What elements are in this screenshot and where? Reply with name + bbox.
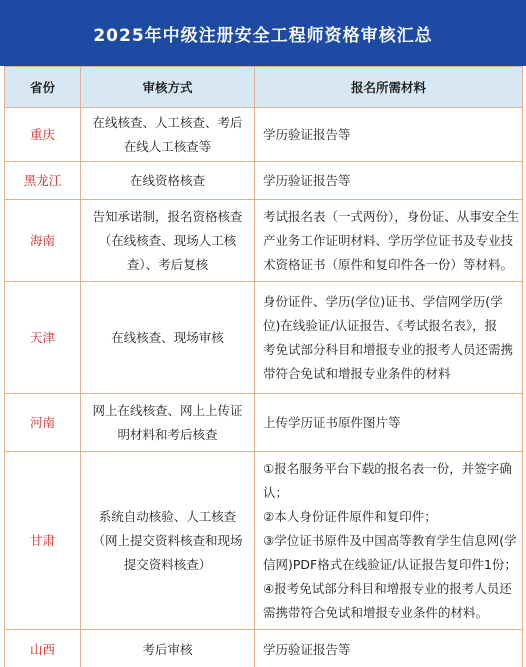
materials-line: ③学位证书原件及中国高等教育学生信息网(学 xyxy=(263,532,517,548)
materials-line: 需携带符合免试和增报专业条件的材料。 xyxy=(263,604,489,620)
materials-line: 身份证件、学历(学位)证书、学信网学历(学 xyxy=(263,293,503,309)
method-line: 考后审核 xyxy=(142,641,193,657)
materials-cell xyxy=(255,452,523,630)
method-line: （网上提交资料核查和现场 xyxy=(92,532,243,548)
method-cell xyxy=(81,394,255,452)
header-province: 省份 xyxy=(5,67,81,108)
method-line: 提交资料核查） xyxy=(123,556,212,572)
materials-line: 信网)PDF格式在线验证/认证报告复印件1份； xyxy=(263,556,517,572)
province-cell: 天津 xyxy=(5,282,81,394)
method-line: 系统自动核验、人工核查 xyxy=(98,508,237,524)
method-cell xyxy=(81,282,255,394)
materials-line: 学历验证报告等 xyxy=(263,641,351,657)
method-line: 告知承诺制，报名资格核查 xyxy=(92,208,243,224)
materials-line: ②本人身份证件原件和复印件； xyxy=(263,508,437,524)
method-cell xyxy=(81,630,255,667)
table-row xyxy=(5,394,523,452)
materials-line: ①报名服务平台下载的报名表一份，并签字确 xyxy=(263,460,512,476)
materials-line: 带符合免试和增报专业条件的材料 xyxy=(263,365,451,381)
method-cell xyxy=(81,162,255,200)
summary-table xyxy=(4,66,523,667)
materials-line: ④报考免试部分科目和增报专业的报考人员还 xyxy=(263,580,512,596)
province-cell: 海南 xyxy=(5,200,81,282)
table-row xyxy=(5,200,523,282)
materials-cell xyxy=(255,630,523,667)
method-cell xyxy=(81,452,255,630)
materials-line: 上传学历证书原件图片等 xyxy=(263,414,401,430)
materials-line: 考试报名表（一式两份），身份证、从事安全生 xyxy=(263,208,520,224)
method-line: 查）、考后复核 xyxy=(126,256,209,272)
materials-line: 学历验证报告等 xyxy=(263,172,351,188)
table-header-row xyxy=(5,67,523,108)
method-line: 在线核查、人工核查、考后 xyxy=(92,114,243,130)
materials-cell xyxy=(255,394,523,452)
materials-line: 认； xyxy=(263,484,289,500)
table-row xyxy=(5,162,523,200)
page-title: 2025年中级注册安全工程师资格审核汇总 xyxy=(0,0,526,66)
method-cell xyxy=(81,200,255,282)
province-cell: 重庆 xyxy=(5,108,81,162)
method-line: 在线人工核查等 xyxy=(123,138,212,154)
table-row xyxy=(5,282,523,394)
method-line: 明材料和考后核查 xyxy=(117,426,218,442)
header-materials: 报名所需材料 xyxy=(255,67,523,108)
method-line: 在线核查、现场审核 xyxy=(111,329,224,345)
province-cell: 河南 xyxy=(5,394,81,452)
method-line: 网上在线核查、网上上传证 xyxy=(92,402,243,418)
table-row xyxy=(5,630,523,667)
method-cell xyxy=(81,108,255,162)
materials-line: 位)在线验证/认证报告、《考试报名表》，报 xyxy=(263,317,498,333)
table-body xyxy=(5,108,523,667)
province-cell: 黑龙江 xyxy=(5,162,81,200)
materials-line: 考免试部分科目和增报专业的报考人员还需携 xyxy=(263,341,514,357)
materials-cell xyxy=(255,200,523,282)
materials-line: 术资格证书（原件和复印件各一份）等材料。 xyxy=(263,256,514,272)
materials-cell xyxy=(255,282,523,394)
header-method: 审核方式 xyxy=(81,67,255,108)
materials-line: 学历验证报告等 xyxy=(263,126,351,142)
materials-cell xyxy=(255,162,523,200)
materials-line: 产业务工作证明材料、学历学位证书及专业技 xyxy=(263,232,514,248)
materials-cell xyxy=(255,108,523,162)
table-row xyxy=(5,108,523,162)
province-cell: 山西 xyxy=(5,630,81,667)
table-row xyxy=(5,452,523,630)
province-cell: 甘肃 xyxy=(5,452,81,630)
method-line: （在线核查、现场人工核 xyxy=(98,232,237,248)
method-line: 在线资格核查 xyxy=(129,172,205,188)
